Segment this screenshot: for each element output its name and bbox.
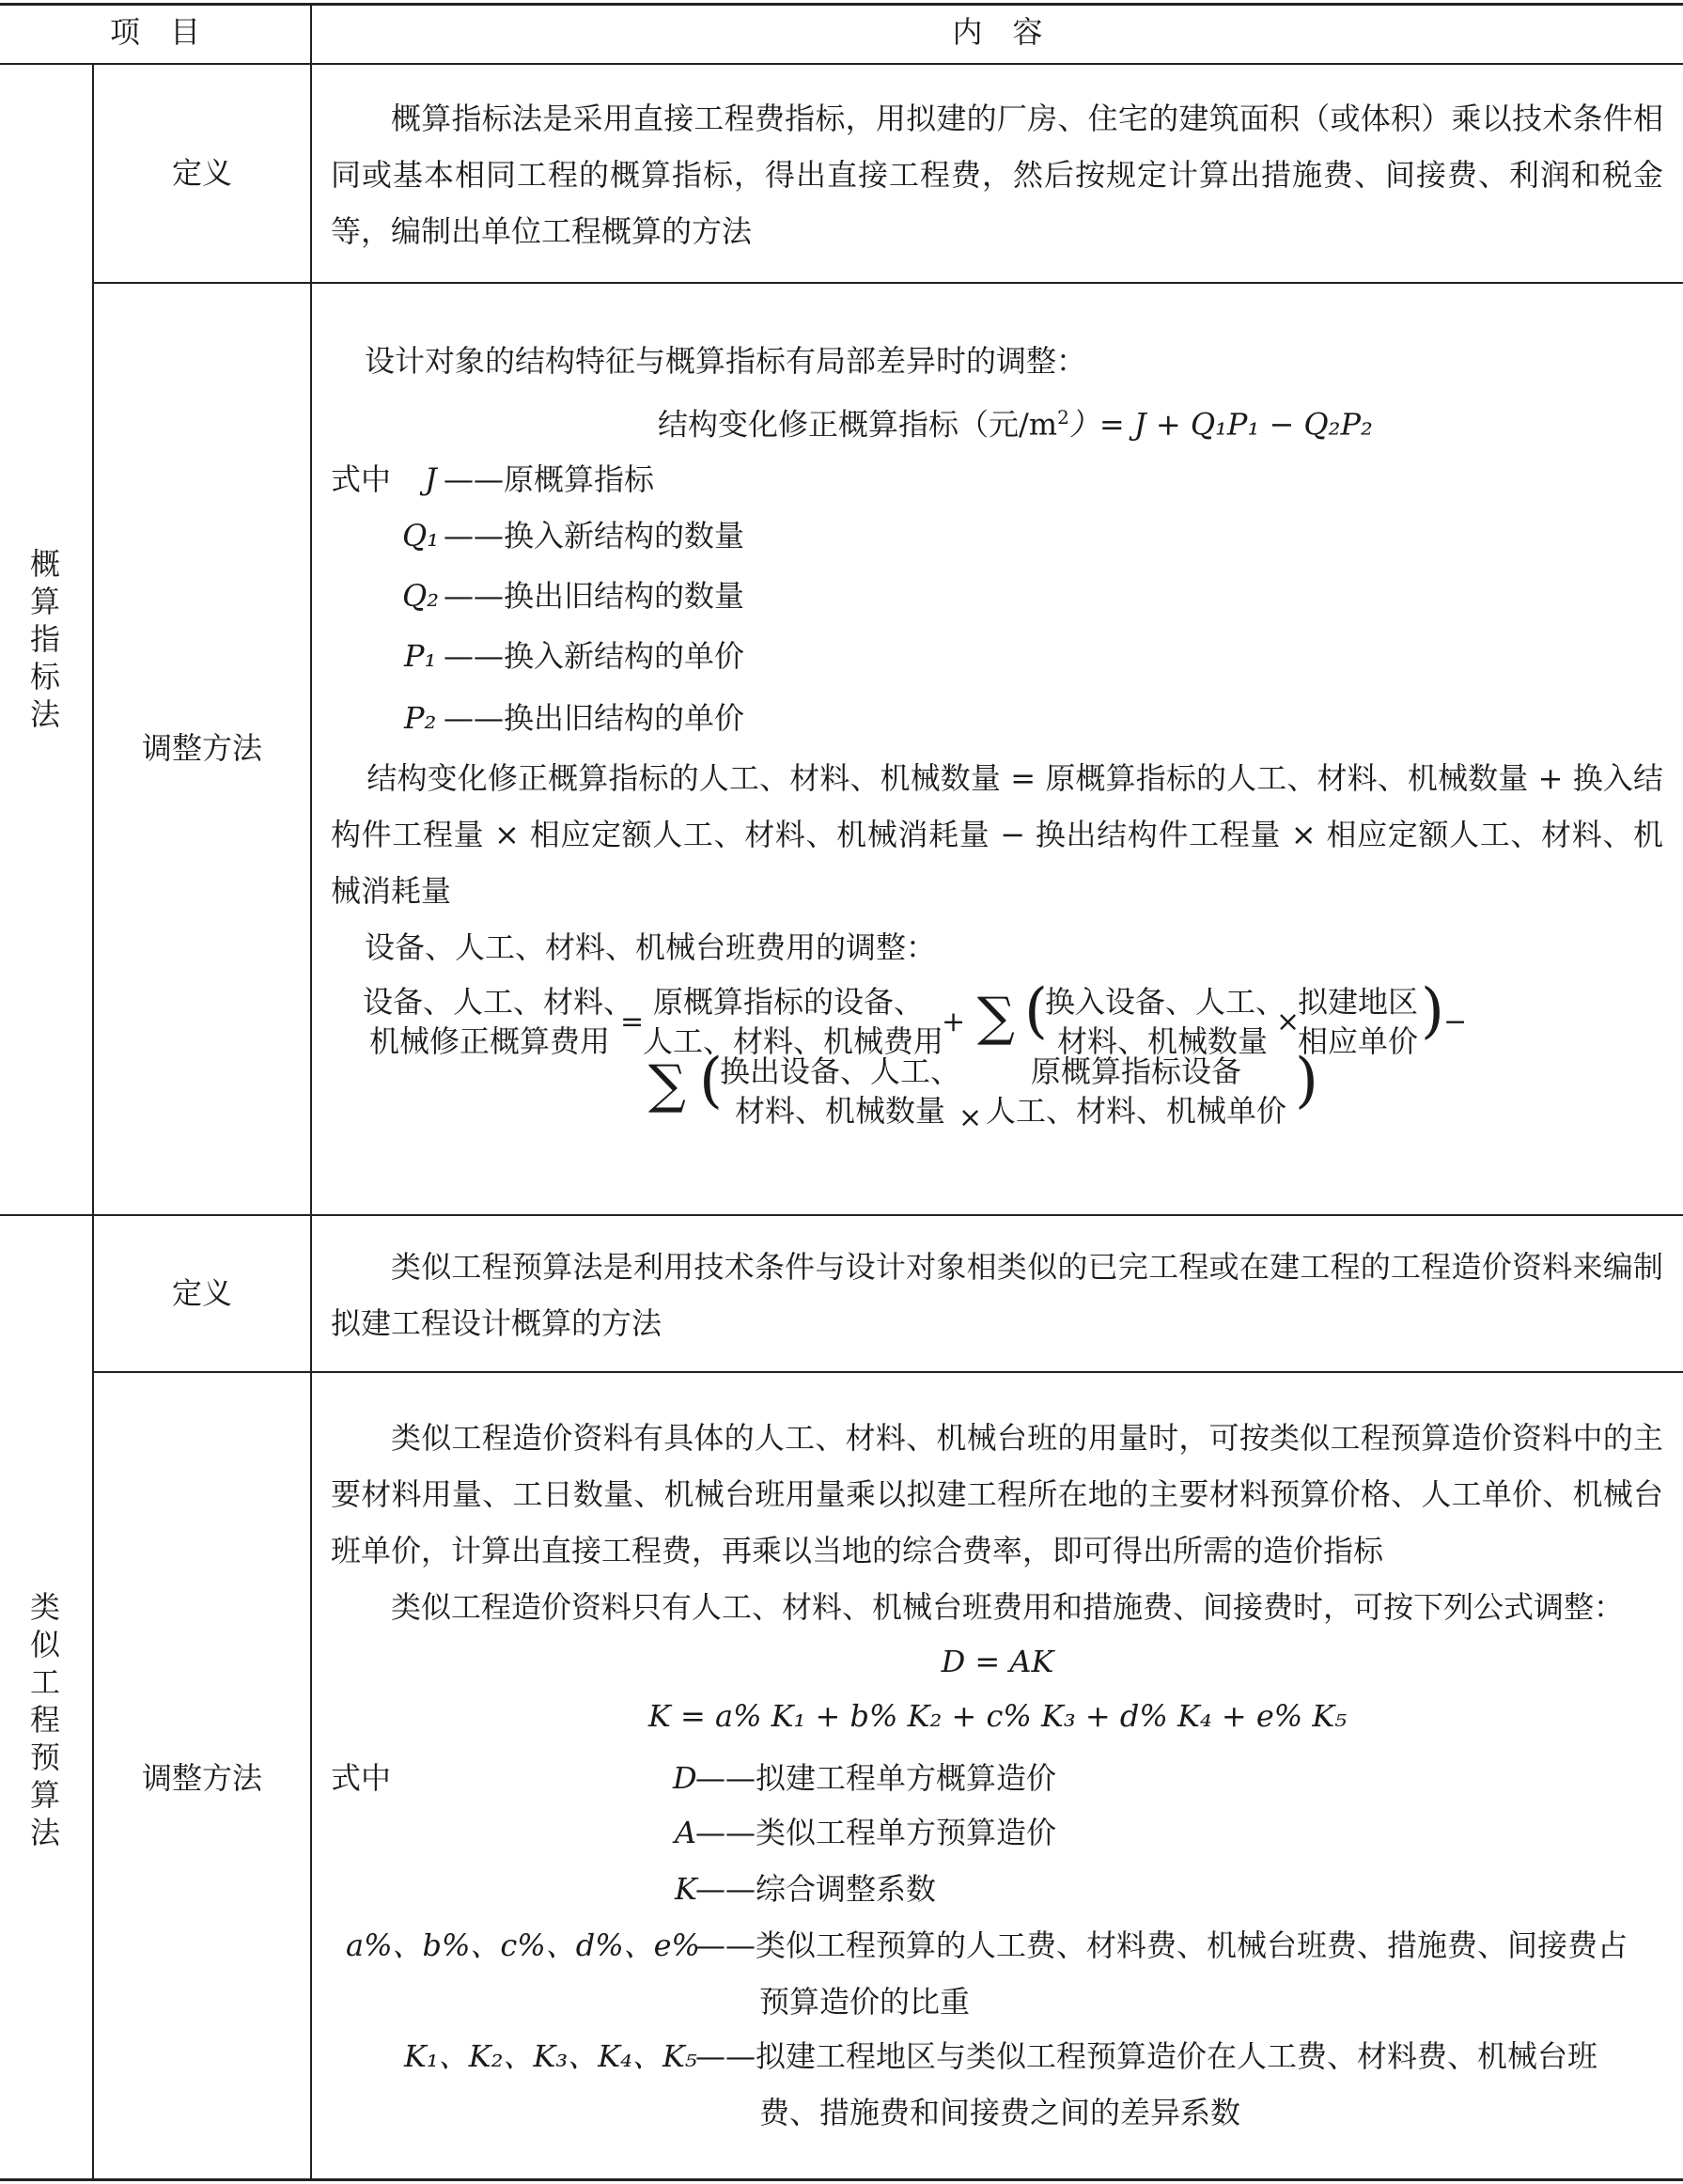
eq-paren-close-1: ) bbox=[1421, 976, 1444, 1046]
rule-top bbox=[0, 3, 1683, 6]
eq-lhs-1: 设备、人工、材料、 bbox=[363, 984, 634, 1020]
s2-var-desc-pcts-1: ——类似工程预算的人工费、材料费、机械台班费、措施费、间接费占 bbox=[695, 1927, 1628, 1963]
rule-col2 bbox=[310, 3, 312, 2180]
eq-paren-close-2: ) bbox=[1295, 1046, 1318, 1115]
eq-orig-1: 原概算指标设备 bbox=[1030, 1053, 1241, 1089]
s1-var-sym: Q₂ bbox=[402, 578, 440, 614]
s2-var-sym: D bbox=[673, 1760, 697, 1796]
eq-out-1: 换出设备、人工、 bbox=[719, 1053, 960, 1089]
s1-adjustment-label: 调整方法 bbox=[141, 730, 262, 766]
s2-para1: 类似工程造价资料有具体的人工、材料、机械台班的用量时，可按类似工程预算造价资料中的主要材料用量、工日数量、机械台班用量乘以拟建工程所在地的主要材料预算价格、人工单价、机械台班单价，计算出直接工程费，再乘以当地的综合费率，即可得出所需的造价指标 bbox=[331, 1420, 1663, 1568]
eq-orig-2: 人工、材料、机械单价 bbox=[985, 1093, 1286, 1129]
s1-definition-text: 概算指标法是采用直接工程费指标，用拟建的厂房、住宅的建筑面积（或体积）乘以技术条件相同或基本相同工程的概算指标，得出直接工程费，然后按规定计算出措施费、间接费、利润和税金等，编制出单位工程概算的方法 bbox=[331, 101, 1663, 249]
s1-where: 式中 bbox=[331, 461, 392, 497]
s2-definition-text: 类似工程预算法是利用技术条件与设计对象相类似的已完工程或在建工程的工程造价资料来编制拟建工程设计概算的方法 bbox=[331, 1249, 1663, 1341]
s2-where: 式中 bbox=[331, 1760, 392, 1796]
s1-formula-rhs: ）= J + Q₁P₁ − Q₂P₂ bbox=[1068, 406, 1373, 443]
eq-lhs-2: 机械修正概算费用 bbox=[368, 1023, 610, 1059]
eq-paren-open-1: ( bbox=[1024, 976, 1048, 1046]
eq-price-1: 拟建地区 bbox=[1297, 984, 1418, 1020]
s1-var-sym: P₁ bbox=[404, 638, 437, 674]
s2-var-sym-k: K₁、K₂、K₃、K₄、K₅ bbox=[404, 2038, 697, 2074]
s1-intro3: 设备、人工、材料、机械台班费用的调整： bbox=[365, 929, 937, 965]
rule-s1-def bbox=[92, 282, 1683, 284]
s2-var-sym: K bbox=[675, 1871, 697, 1907]
eq-sigma-2: ∑ bbox=[648, 1054, 686, 1115]
s1-formula-lhs: 结构变化修正概算指标（元/m bbox=[658, 406, 1058, 443]
header-content: 内 容 bbox=[952, 14, 1043, 50]
s2-formula-1: D = AK bbox=[941, 1644, 1054, 1679]
s2-var-sym: A bbox=[675, 1815, 697, 1850]
s1-definition-label: 定义 bbox=[171, 155, 232, 191]
eq-times-2: × bbox=[958, 1101, 983, 1134]
eq-out-2: 材料、机械数量 bbox=[734, 1093, 945, 1129]
eq-times-1: × bbox=[1276, 1006, 1301, 1038]
s1-formula-sup: 2 bbox=[1057, 406, 1069, 429]
rule-bottom bbox=[0, 2178, 1683, 2181]
s1-var-sym: Q₁ bbox=[402, 518, 440, 554]
s1-var-desc: ——原概算指标 bbox=[444, 461, 655, 497]
s1-var-desc: ——换入新结构的数量 bbox=[444, 518, 745, 554]
s1-para2: 结构变化修正概算指标的人工、材料、机械数量 = 原概算指标的人工、材料、机械数量 + 换入结构件工程量 × 相应定额人工、材料、机械消耗量 − 换出结构件工程量 × 相应定额人工、材料、机械消耗量 bbox=[331, 760, 1663, 909]
s1-intro: 设计对象的结构特征与概算指标有局部差异时的调整： bbox=[365, 343, 1087, 379]
s2-var-desc: ——拟建工程单方概算造价 bbox=[695, 1760, 1057, 1796]
eq-in-1: 换入设备、人工、 bbox=[1045, 984, 1286, 1020]
s1-var-sym: J bbox=[425, 461, 437, 497]
rule-s1-end bbox=[0, 1214, 1683, 1216]
s1-var-sym: P₂ bbox=[404, 700, 437, 736]
s1-var-desc: ——换出旧结构的单价 bbox=[444, 700, 745, 736]
s1-formula bbox=[658, 398, 1373, 444]
s2-var-sym-pcts: a%、b%、c%、d%、e% bbox=[346, 1927, 700, 1963]
eq-minus: − bbox=[1443, 1006, 1468, 1038]
s2-var-desc-k-1: ——拟建工程地区与类似工程预算造价在人工费、材料费、机械台班 bbox=[695, 2038, 1598, 2074]
s2-var-desc-pcts-2: 预算造价的比重 bbox=[759, 1984, 971, 2020]
eq-paren-open-2: ( bbox=[699, 1046, 723, 1115]
eq-term1-2: 人工、材料、机械费用 bbox=[643, 1023, 944, 1059]
eq-equals: = bbox=[620, 1006, 645, 1038]
s1-var-desc: ——换出旧结构的数量 bbox=[444, 578, 745, 614]
s1-var-desc: ——换入新结构的单价 bbox=[444, 638, 745, 674]
s2-var-desc-k-2: 费、措施费和间接费之间的差异系数 bbox=[759, 2095, 1241, 2130]
s2-var-desc: ——综合调整系数 bbox=[695, 1871, 937, 1907]
eq-plus: + bbox=[942, 1006, 966, 1038]
rule-header bbox=[0, 63, 1683, 65]
rule-s2-def bbox=[92, 1371, 1683, 1373]
category-concept-index: 概算指标法 bbox=[29, 546, 60, 732]
eq-price-2: 相应单价 bbox=[1297, 1023, 1418, 1059]
s2-para2: 类似工程造价资料只有人工、材料、机械台班费用和措施费、间接费时，可按下列公式调整： bbox=[391, 1589, 1625, 1625]
eq-sigma-1: ∑ bbox=[977, 987, 1015, 1048]
category-similar-project: 类似工程预算法 bbox=[29, 1589, 60, 1850]
s2-definition-label: 定义 bbox=[171, 1275, 232, 1311]
s2-var-desc: ——类似工程单方预算造价 bbox=[695, 1815, 1057, 1850]
s2-formula-2: K = a% K₁ + b% K₂ + c% K₃ + d% K₄ + e% K₅ bbox=[647, 1698, 1348, 1734]
eq-in-2: 材料、机械数量 bbox=[1056, 1023, 1268, 1059]
eq-term1-1: 原概算指标的设备、 bbox=[652, 984, 924, 1020]
s2-adjustment-label: 调整方法 bbox=[141, 1760, 262, 1796]
header-item: 项 目 bbox=[109, 14, 200, 50]
rule-col1 bbox=[92, 63, 94, 2180]
